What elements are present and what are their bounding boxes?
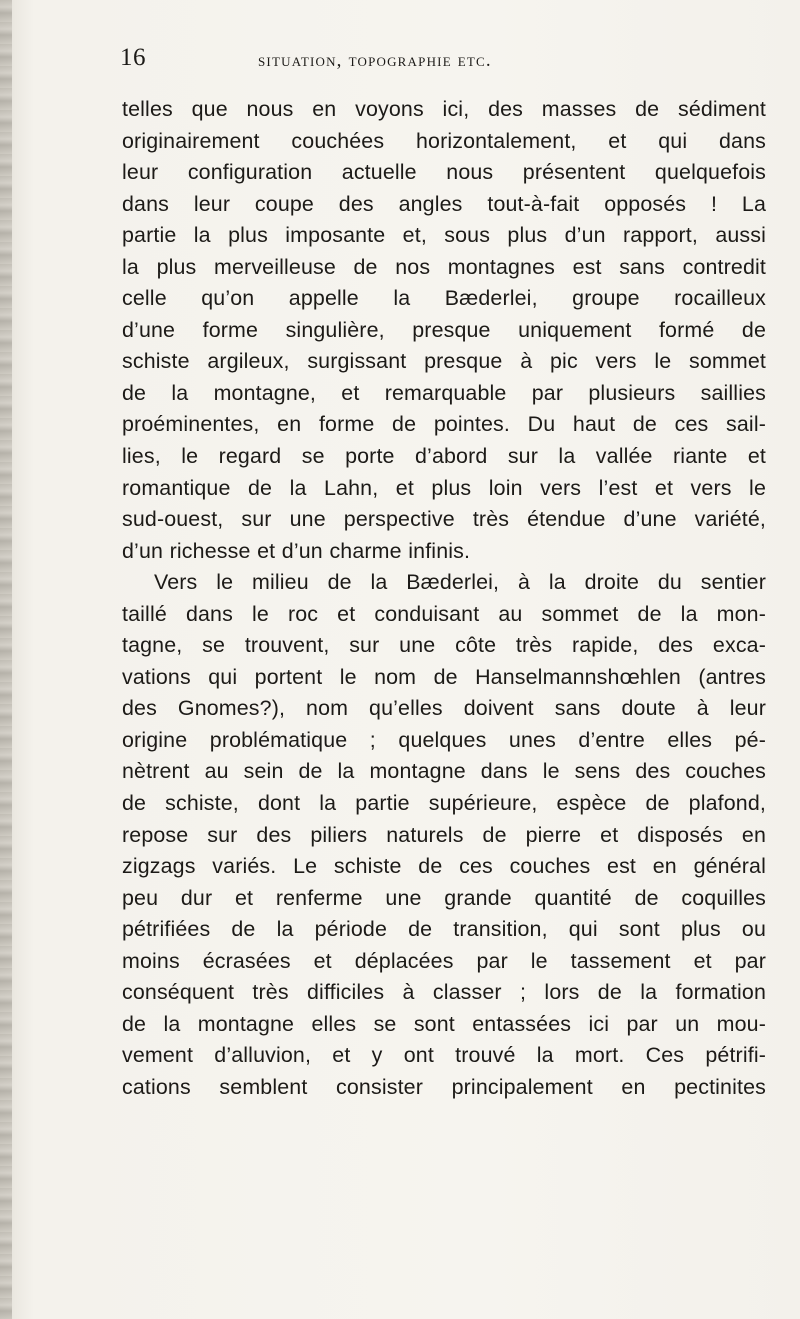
text-line: romantique de la Lahn, et plus loin vers l’est et vers le	[122, 475, 766, 500]
running-title: situation, topographie etc.	[258, 50, 492, 71]
text-line: moins écrasées et déplacées par le tassement et par	[122, 948, 766, 973]
text-line: telles que nous en voyons ici, des masses de sédiment	[122, 97, 766, 121]
text-line: taillé dans le roc et conduisant au sommet de la mon-	[122, 601, 766, 626]
text-line: tagne, se trouvent, sur une côte très rapide, des exca-	[122, 633, 766, 658]
body-text	[122, 94, 766, 1104]
text-line: cations semblent consister principalement en pectinites	[122, 1074, 766, 1099]
text-line: pétrifiées de la période de transition, qui sont plus ou	[122, 917, 766, 942]
text-line: peu dur et renferme une grande quantité de coquilles	[122, 885, 766, 910]
text-line: zigzags variés. Le schiste de ces couches est en général	[122, 854, 766, 879]
text-line: dans leur coupe des angles tout-à-fait opposés ! La	[122, 191, 766, 216]
text-line: la plus merveilleuse de nos montagnes est sans contredit	[122, 254, 766, 279]
text-line: d’un richesse et d’un charme infinis.	[122, 538, 471, 563]
running-head	[120, 44, 760, 80]
text-line: vement d’alluvion, et y ont trouvé la mort. Ces pétrifi-	[122, 1043, 766, 1068]
text-line: de schiste, dont la partie supérieure, espèce de plafond,	[122, 791, 766, 816]
text-line: proéminentes, en forme de pointes. Du haut de ces sail-	[122, 412, 766, 437]
text-line: repose sur des piliers naturels de pierre et disposés en	[122, 822, 766, 847]
text-line: de la montagne elles se sont entassées ici par un mou-	[122, 1011, 766, 1036]
text-line: d’une forme singulière, presque uniquement formé de	[122, 317, 766, 342]
text-line: leur configuration actuelle nous présentent quelquefois	[122, 160, 766, 185]
text-line: origine problématique ; quelques unes d’entre elles pé-	[122, 727, 766, 752]
text-line: des Gnomes?), nom qu’elles doivent sans doute à leur	[122, 696, 766, 721]
text-line: de la montagne, et remarquable par plusieurs saillies	[122, 380, 766, 405]
text-line: Vers le milieu de la Bæderlei, à la droite du sentier	[154, 570, 766, 595]
binding-edge	[0, 0, 12, 1319]
text-line: lies, le regard se porte d’abord sur la vallée riante et	[122, 444, 766, 469]
text-line: sud-ouest, sur une perspective très étendue d’une variété,	[122, 507, 766, 532]
text-line: celle qu’on appelle la Bæderlei, groupe rocailleux	[122, 286, 766, 311]
text-line: originairement couchées horizontalement, et qui dans	[122, 128, 766, 153]
page-number: 16	[120, 44, 146, 71]
text-line: nètrent au sein de la montagne dans le sens des couches	[122, 759, 766, 784]
text-line: partie la plus imposante et, sous plus d’un rapport, aussi	[122, 223, 766, 248]
text-line: vations qui portent le nom de Hanselmannshœhlen (antres	[122, 664, 766, 689]
text-line: schiste argileux, surgissant presque à pic vers le sommet	[122, 349, 766, 374]
text-line: conséquent très difficiles à classer ; lors de la formation	[122, 980, 766, 1005]
